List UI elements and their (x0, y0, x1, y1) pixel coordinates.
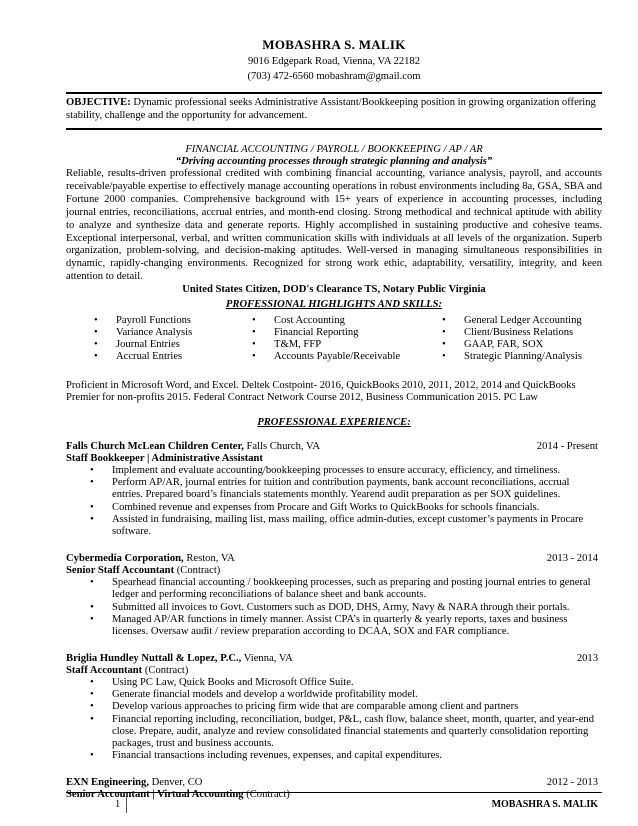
objective-label: OBJECTIVE: (66, 97, 131, 108)
job-entry (66, 440, 602, 538)
job-duties (66, 677, 602, 762)
bullet-icon: • (252, 314, 256, 326)
skill-item: • Journal Entries (94, 338, 180, 350)
duty-item: • Financial transactions including revenues, expenses, and capital expenditures. (90, 749, 443, 761)
bullet-icon: • (94, 350, 98, 362)
skill-item: • Accrual Entries (94, 350, 183, 362)
skill-item: • Payroll Functions (94, 314, 192, 326)
duty-item: • Generate financial models and develop a worldwide profitability model. (90, 689, 418, 701)
employer-name: EXN Engineering, (66, 776, 149, 788)
duty-item: • Financial reporting including, reconciliation, budget, P&L, cash flow, balance sheet, month, quarter, and year-end close. Prepare, audit, analyze and review consolidated financial statements and quarterly consolidation reporting packages, trust and business accounts. (90, 713, 595, 749)
skills-column-1 (94, 315, 192, 363)
page-footer (66, 792, 602, 815)
bullet-icon: • (90, 677, 94, 689)
job-location: Falls Church, VA (243, 440, 320, 452)
software-proficiency: Proficient in Microsoft Word, and Excel. Deltek Costpoint- 2016, QuickBooks 2010, 2011, 2012, 2014 and QuickBooks Premier for non-profits 2015. Federal Contract Network Course 2012, Business Communication 2015. PC Law (66, 379, 576, 404)
bullet-icon: • (252, 338, 256, 350)
summary-tagline: “Driving accounting processes through strategic planning and analysis” (175, 156, 493, 167)
job-title: Senior Accountant | Virtual Accounting (Contract) (66, 788, 290, 800)
bullet-icon: • (442, 338, 446, 350)
page-number: 1 (115, 799, 121, 810)
bullet-icon: • (442, 314, 446, 326)
bullet-icon: • (442, 350, 446, 362)
skill-item: • Variance Analysis (94, 326, 193, 338)
highlights-title: PROFESSIONAL HIGHLIGHTS AND SKILLS: (225, 299, 443, 311)
employer-name: Briglia Hundley Nuttall & Lopez, P.C., (66, 652, 242, 664)
skills-column-3 (442, 315, 582, 363)
bullet-icon: • (90, 477, 94, 489)
job-dates: 2013 - 2014 (546, 552, 598, 564)
duty-item: • Combined revenue and expenses from Procare and Gift Works to QuickBooks for schools financials. (90, 501, 540, 513)
bullet-icon: • (252, 350, 256, 362)
resume-page (66, 0, 602, 826)
address (66, 54, 602, 84)
skill-item: • GAAP, FAR, SOX (442, 338, 544, 350)
bullet-icon: • (90, 713, 94, 725)
bullet-icon: • (90, 749, 94, 761)
employer-name: Cybermedia Corporation, (66, 552, 184, 564)
skill-item: • Client/Business Relations (442, 326, 574, 338)
skill-item: • T&M, FFP (252, 338, 322, 350)
footer-separator (126, 795, 127, 813)
employer-name: Falls Church McLean Children Center, (66, 440, 244, 452)
job-header (66, 652, 602, 665)
skill-item: • Strategic Planning/Analysis (442, 350, 582, 362)
job-header (66, 440, 602, 453)
duty-item: • Perform AP/AR, journal entries for tuition and contribution payments, bank account reconciliations, accrual entries. Prepared board’s financials statements monthly. Yearend audit preparation as per SOX guidelines. (90, 477, 570, 501)
job-header (66, 552, 602, 565)
duty-item: • Submitted all invoices to Govt. Customers such as DOD, DHS, Army, Navy & NARA through their portals. (90, 601, 570, 613)
citizenship-line: United States Citizen, DOD's Clearance TS, Notary Public Virginia (182, 284, 486, 296)
bullet-icon: • (90, 601, 94, 613)
bullet-icon: • (94, 326, 98, 338)
job-title: Senior Staff Accountant (Contract) (66, 564, 221, 576)
skill-item: • Financial Reporting (252, 326, 359, 338)
skill-item: • Cost Accounting (252, 314, 345, 326)
objective (66, 96, 602, 122)
job-header (66, 776, 602, 789)
job-dates: 2012 - 2013 (546, 776, 598, 788)
footer-name: MOBASHRA S. MALIK (491, 799, 598, 810)
skill-item: • Accounts Payable/Receivable (252, 350, 401, 362)
job-dates: 2014 - Present (536, 440, 598, 452)
job-location: Denver, CO (149, 776, 203, 788)
duty-item: • Spearhead financial accounting / bookkeeping processes, such as preparing and posting journal entries to general ledger and performing reconciliations of balance sheet and bank accounts. (90, 577, 591, 601)
job-location: Vienna, VA (241, 652, 293, 664)
bullet-icon: • (94, 338, 98, 350)
job-dates: 2013 (576, 652, 598, 664)
address-line: 9016 Edgepark Road, Vienna, VA 22182 (247, 56, 421, 67)
candidate-name: MOBASHRA S. MALIK (262, 37, 406, 52)
bullet-icon: • (90, 701, 94, 713)
bullet-icon: • (90, 689, 94, 701)
duty-item: • Managed AP/AR functions in timely manner. Assist CPA’s in quarterly & yearly reports, taxes and business licenses. Oversaw audit / review preparation according to DCAA, SOX and FAR compliance. (90, 613, 568, 637)
duty-item: • Assisted in fundraising, mailing list, mass mailing, office admin-duties, except customer’s payments in Procare software. (90, 513, 584, 537)
bullet-icon: • (94, 314, 98, 326)
job-location: Reston, VA (183, 552, 235, 564)
bullet-icon: • (90, 465, 94, 477)
job-title: Staff Accountant (Contract) (66, 664, 189, 676)
bullet-icon: • (90, 501, 94, 513)
experience-title: PROFESSIONAL EXPERIENCE: (257, 416, 411, 428)
bullet-icon: • (90, 513, 94, 525)
bullet-icon: • (90, 577, 94, 589)
job-entry (66, 652, 602, 762)
duty-item: • Develop various approaches to pricing firm wide that are comparable among client and partners (90, 701, 519, 713)
bullet-icon: • (252, 326, 256, 338)
job-entry (66, 552, 602, 638)
duty-item: • Using PC Law, Quick Books and Microsoft Office Suite. (90, 677, 354, 689)
summary-body: Reliable, results-driven professional credited with combining financial accounting, variance analysis, payroll, and accounts receivable/payable expertise to effectively manage accounting operations in robust environments including 8a, GSA, SBA and Fortune 2000 companies. Comprehensive background with 15+ years of experience in accounting processes, including journal entries, reconciliations, accrual entries, and month-end closing. Strong methodical and technical aptitude with ability to analyze and synthesize data and generate reports. Highly accomplished in sustaining productive and cohesive teams. Exceptional interpersonal, verbal, and written communication skills with individuals at all levels of the organization. Superb organization, problem-solving, and decision-making aptitudes. Well-versed in managing simultaneous responsibilities in dynamic, rapidly-changing environments. Recognized for strong work ethic, adaptability, versatility, integrity, and keen attention to detail. (66, 168, 602, 283)
objective-text: Dynamic professional seeks Administrative Assistant/Bookkeeping position in growing organization offering stability, challenge and the opportunity for advancement. (66, 97, 596, 121)
objective-divider (66, 128, 602, 130)
summary-heading: FINANCIAL ACCOUNTING / PAYROLL / BOOKKEEPING / AP / AR (185, 144, 483, 155)
job-title: Staff Bookkeeper | Administrative Assistant (66, 452, 263, 464)
header-divider (66, 92, 602, 94)
duty-item: • Implement and evaluate accounting/bookkeeping processes to ensure accuracy, efficiency, and timeliness. (90, 465, 561, 477)
bullet-icon: • (442, 326, 446, 338)
job-duties (66, 577, 602, 637)
skill-item: • General Ledger Accounting (442, 314, 582, 326)
bullet-icon: • (90, 613, 94, 625)
summary-heading-block (66, 144, 602, 168)
job-duties (66, 465, 602, 538)
skills-column-2 (252, 315, 400, 363)
skills-list (66, 315, 602, 372)
contact-line: (703) 472-6560 mobashram@gmail.com (247, 71, 421, 82)
